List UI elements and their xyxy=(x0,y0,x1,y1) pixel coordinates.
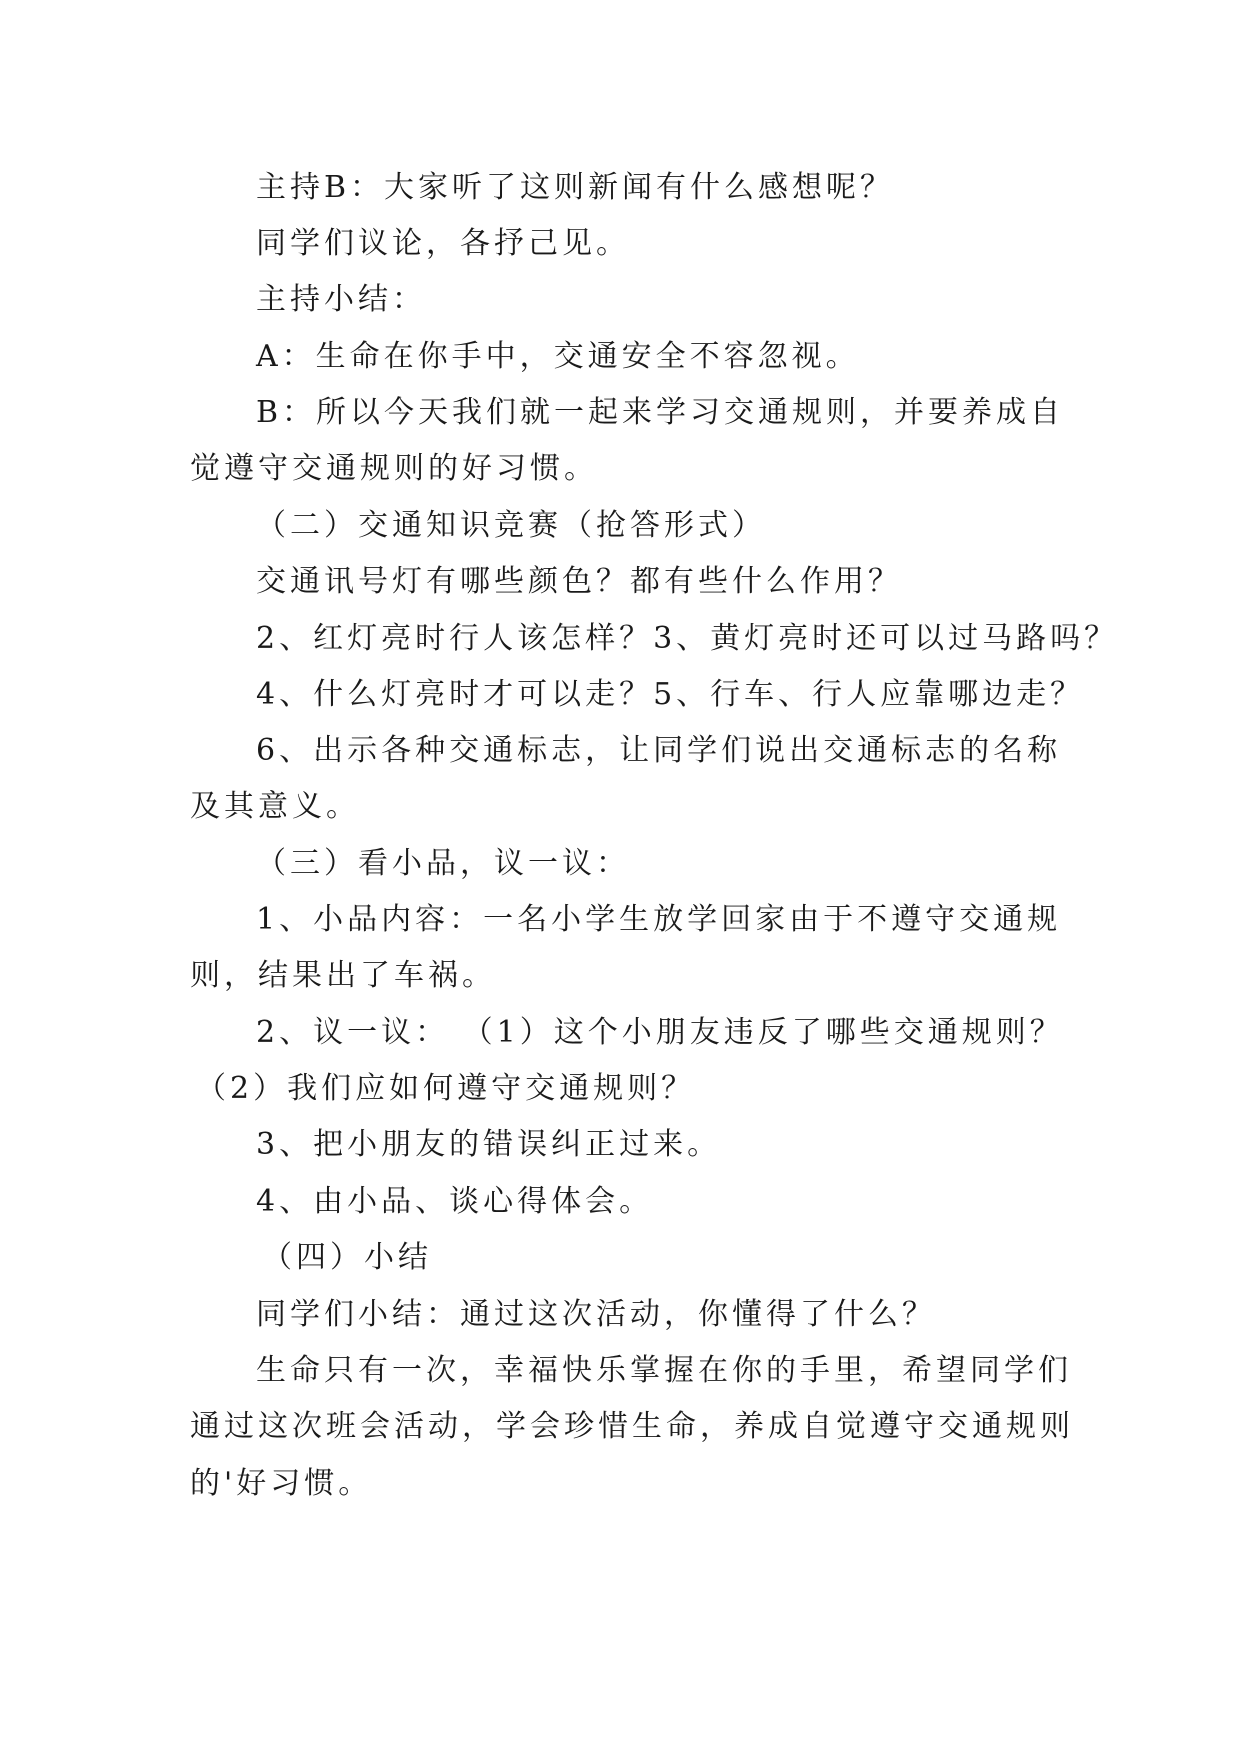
paragraph-line: 2、红灯亮时行人该怎样？3、黄灯亮时还可以过马路吗？ xyxy=(256,621,1119,656)
paragraph-line: 同学们议论，各抒己见。 xyxy=(256,226,630,261)
section-heading: （四）小结 xyxy=(262,1240,432,1275)
paragraph-line: 1、小品内容：一名小学生放学回家由于不遵守交通规 xyxy=(256,902,1062,937)
paragraph-line: 主持小结： xyxy=(256,282,426,317)
paragraph-line: 通过这次班会活动，学会珍惜生命，养成自觉遵守交通规则 xyxy=(190,1409,1074,1444)
paragraph-line: 4、什么灯亮时才可以走？5、行车、行人应靠哪边走？ xyxy=(256,677,1085,712)
paragraph-line: 觉遵守交通规则的好习惯。 xyxy=(190,451,598,486)
paragraph-line: （2）我们应如何遵守交通规则？ xyxy=(196,1071,696,1106)
paragraph-line: 6、出示各种交通标志，让同学们说出交通标志的名称 xyxy=(256,733,1062,768)
paragraph-line: 生命只有一次，幸福快乐掌握在你的手里，希望同学们 xyxy=(256,1353,1072,1388)
paragraph-line: 则，结果出了车祸。 xyxy=(190,958,496,993)
paragraph-line: 主持B：大家听了这则新闻有什么感想呢？ xyxy=(256,170,895,205)
paragraph-line: A：生命在你手中，交通安全不容忽视。 xyxy=(256,339,860,374)
paragraph-line: B：所以今天我们就一起来学习交通规则，并要养成自 xyxy=(256,395,1065,430)
paragraph-line: 3、把小朋友的错误纠正过来。 xyxy=(256,1127,722,1162)
section-heading: （二）交通知识竞赛（抢答形式） xyxy=(256,508,766,543)
paragraph-line: 4、由小品、谈心得体会。 xyxy=(256,1184,654,1219)
paragraph-line: 的'好习惯。 xyxy=(190,1466,373,1501)
section-heading: （三）看小品，议一议： xyxy=(256,846,630,881)
paragraph-line: 交通讯号灯有哪些颜色？都有些什么作用？ xyxy=(256,564,902,599)
paragraph-line: 同学们小结：通过这次活动，你懂得了什么？ xyxy=(256,1297,936,1332)
paragraph-line: 2、议一议： （1）这个小朋友违反了哪些交通规则？ xyxy=(256,1015,1064,1050)
paragraph-line: 及其意义。 xyxy=(190,789,360,824)
